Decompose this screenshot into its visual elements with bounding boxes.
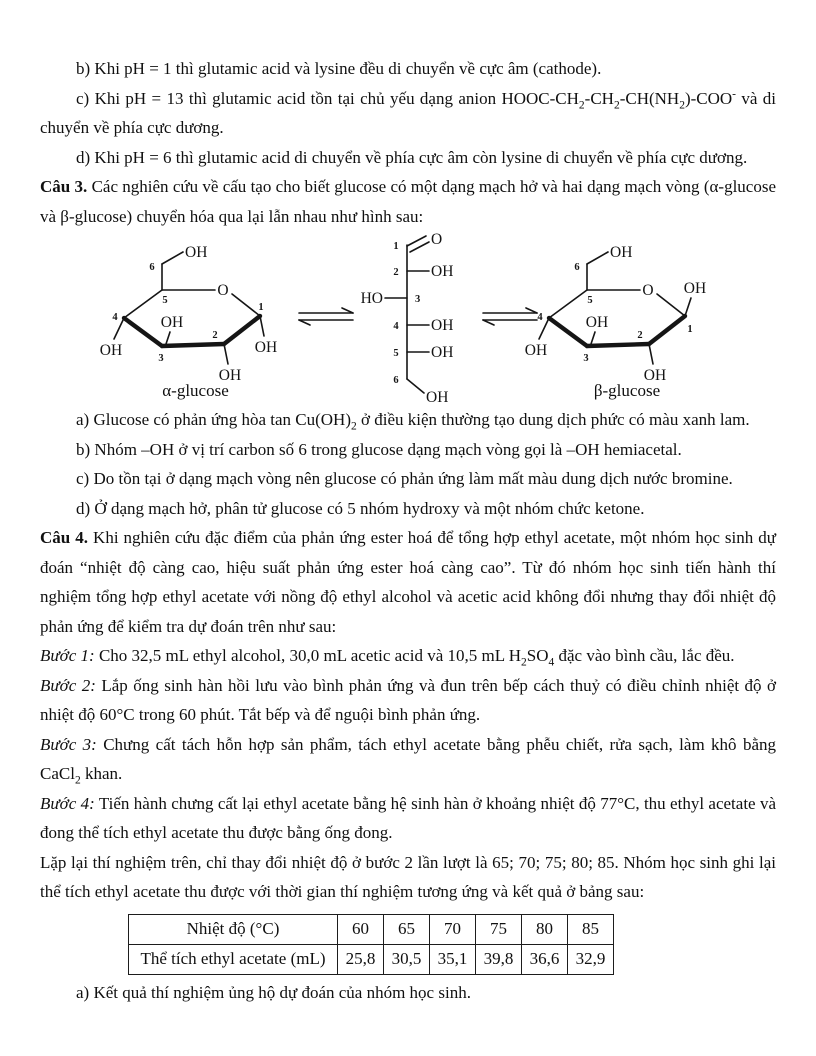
paragraph-cau4-a: a) Kết quả thí nghiệm ủng hộ dự đoán của nhóm học sinh. — [76, 982, 471, 1002]
open-chain-glucose-structure — [345, 231, 480, 405]
c1-oh-label: OH — [683, 280, 707, 297]
carbon-number: 2 — [393, 267, 399, 278]
text-segment: a) Glucose có phản ứng hòa tan Cu(OH) — [76, 410, 351, 429]
paragraph-ph6: d) Khi pH = 6 thì glutamic acid di chuyển về phía cực âm còn lysine di chuyển về phía cực dương. — [76, 147, 748, 167]
c3-oh-label: OH — [585, 314, 609, 331]
step-4-label: Bước 4: — [40, 793, 95, 813]
carbon-number: 4 — [112, 312, 118, 323]
table-cell: 30,5 — [384, 944, 430, 974]
paragraph-step3 — [40, 730, 776, 789]
paragraph-cau3 — [40, 172, 776, 231]
carbon-number: 6 — [149, 262, 155, 273]
step-2-label: Bước 2: — [40, 675, 96, 695]
text-segment: Tiến hành chưng cất lại ethyl acetate bằng hệ sinh hàn ở khoảng nhiệt độ 77°C, thu ethyl acetate và đong thể tích ethyl acetate thu được bằng ống đong. — [40, 793, 776, 842]
paragraph-step1 — [40, 641, 776, 671]
carbon-number: 5 — [393, 348, 399, 359]
text-segment: Các nghiên cứu về cấu tạo cho biết glucose có một dạng mạch hở và hai dạng mạch vòng (α-glucose và β-glucose) chuyển hóa qua lại lẫn nhau như hình sau: — [40, 177, 776, 226]
carbon-number: 2 — [637, 330, 643, 341]
c5-oh-label: OH — [431, 344, 454, 361]
paragraph-step2 — [40, 671, 776, 730]
text-segment: Cho 32,5 mL ethyl alcohol, 30,0 mL acetic acid và 10,5 mL H — [94, 646, 521, 665]
beta-glucose-structure — [523, 240, 723, 392]
table-cell: 70 — [430, 914, 476, 944]
aldehyde-oxygen-label: O — [431, 231, 443, 248]
carbon-number: 3 — [583, 353, 589, 364]
table-cell: 60 — [338, 914, 384, 944]
table-row-volume — [129, 944, 614, 974]
paragraph-cau3-d: d) Ở dạng mạch hở, phân tử glucose có 5 nhóm hydroxy và một nhóm chức ketone. — [76, 498, 645, 518]
paragraph-cau4 — [40, 523, 776, 641]
carbon-number: 4 — [537, 312, 543, 323]
step-1-label: Bước 1: — [40, 646, 95, 665]
table-row-temperature — [129, 914, 614, 944]
carbon-number: 1 — [687, 324, 693, 335]
step-3-label: Bước 3: — [40, 734, 97, 754]
subscript: 2 — [74, 774, 81, 787]
row-header-volume: Thể tích ethyl acetate (mL) — [129, 944, 338, 974]
text-segment: )-COO — [684, 88, 733, 108]
question-4-label: Câu 4. — [40, 528, 89, 547]
text-segment: ở điều kiện thường tạo dung dịch phức có màu xanh lam. — [356, 410, 750, 429]
carbon-number: 6 — [574, 262, 580, 273]
paragraph-step4 — [40, 789, 776, 848]
c1-oh-label: OH — [254, 339, 278, 356]
carbon-number: 3 — [158, 353, 164, 364]
c2-oh-label: OH — [643, 367, 667, 384]
glucose-figure — [40, 231, 776, 405]
results-table — [128, 914, 614, 975]
text-segment: SO — [526, 646, 549, 665]
subscript: 2 — [679, 98, 685, 111]
c6-oh-label: OH — [610, 244, 633, 261]
c6-oh-label: OH — [185, 244, 208, 261]
subscript: 2 — [521, 656, 527, 669]
subscript: 2 — [351, 420, 357, 433]
carbon-number: 4 — [393, 321, 399, 332]
table-cell: 35,1 — [430, 944, 476, 974]
c4-oh-label: OH — [99, 342, 123, 359]
beta-glucose-label: β-glucose — [593, 381, 661, 400]
c3-ho-label: HO — [360, 290, 383, 307]
text-segment: Lắp ống sinh hàn hồi lưu vào bình phản ứng và đun trên bếp cách thuỷ có điều chỉnh nhiệt độ ở nhiệt độ 60°C trong 60 phút. Tắt bếp và để nguội bình phản ứng. — [40, 675, 777, 724]
alpha-glucose-label: α-glucose — [162, 381, 229, 400]
text-segment: Khi nghiên cứu đặc điểm của phản ứng ester hoá để tổng hợp ethyl acetate, một nhóm học sinh dự đoán “nhiệt độ càng cao, hiệu suất phản ứng ester hoá càng cao”. Từ đó nhóm học sinh tiến hành thí nghiệm tổng hợp ethyl acetate với nồng độ ethyl alcohol và acetic acid không đổi nhưng thay đổi nhiệt độ phản ứng để kiểm tra dự đoán trên như sau: — [40, 528, 776, 636]
paragraph-ph1: b) Khi pH = 1 thì glutamic acid và lysine đều di chuyển về cực âm (cathode). — [76, 59, 602, 78]
table-cell: 39,8 — [476, 944, 522, 974]
table-cell: 80 — [522, 914, 568, 944]
ring-oxygen-label: O — [642, 282, 654, 299]
c4-oh-label: OH — [431, 317, 454, 334]
c2-oh-label: OH — [431, 263, 454, 280]
paragraph-cau3-c: c) Do tồn tại ở dạng mạch vòng nên glucose có phản ứng làm mất màu dung dịch nước bromine. — [76, 469, 733, 488]
subscript: 4 — [548, 656, 555, 669]
table-cell: 65 — [384, 914, 430, 944]
paragraph-cau3-a — [40, 405, 776, 435]
carbon-number: 1 — [393, 241, 399, 252]
subscript: 2 — [613, 98, 620, 111]
table-cell: 85 — [568, 914, 614, 944]
paragraph-repeat-experiment: Lặp lại thí nghiệm trên, chỉ thay đổi nhiệt độ ở bước 2 lần lượt là 65; 70; 75; 80; 85. Nhóm học sinh ghi lại thể tích ethyl acetate thu được với thời gian thí nghiệm tương ứng và kết quả ở bảng sau: — [40, 852, 776, 901]
text-segment: khan. — [80, 764, 123, 783]
ring-oxygen-label: O — [217, 282, 229, 299]
table-cell: 25,8 — [338, 944, 384, 974]
text-segment: và di chuyển về phía cực dương. — [40, 88, 776, 137]
carbon-number: 3 — [415, 294, 421, 305]
carbon-number: 1 — [258, 302, 264, 313]
text-segment: c) Khi pH = 13 thì glutamic acid tồn tại chủ yếu dạng anion HOOC-CH — [76, 88, 579, 108]
text-segment: đặc vào bình cầu, lắc đều. — [554, 646, 735, 665]
c6-oh-label: OH — [426, 389, 449, 405]
c4-oh-label: OH — [524, 342, 548, 359]
carbon-number: 6 — [393, 375, 399, 386]
superscript-minus: - — [732, 87, 736, 100]
paragraph-cau3-b: b) Nhóm –OH ở vị trí carbon số 6 trong glucose dạng mạch vòng gọi là –OH hemiacetal. — [76, 439, 682, 459]
c2-oh-label: OH — [218, 367, 242, 384]
subscript: 2 — [578, 98, 585, 111]
row-header-temperature: Nhiệt độ (°C) — [129, 914, 338, 944]
table-cell: 32,9 — [568, 944, 614, 974]
table-cell: 36,6 — [522, 944, 568, 974]
carbon-number: 5 — [162, 295, 168, 306]
table-cell: 75 — [476, 914, 522, 944]
carbon-number: 5 — [587, 295, 593, 306]
text-segment: -CH(NH — [619, 88, 680, 108]
text-segment: Chưng cất tách hỗn hợp sản phẩm, tách ethyl acetate bằng phễu chiết, rửa sạch, làm khô bằng CaCl — [40, 734, 776, 783]
carbon-number: 2 — [212, 330, 218, 341]
question-3-label: Câu 3. — [40, 177, 88, 196]
paragraph-ph13 — [40, 84, 776, 143]
alpha-glucose-structure — [98, 240, 293, 392]
text-segment: -CH — [584, 88, 614, 108]
c3-oh-label: OH — [160, 314, 184, 331]
